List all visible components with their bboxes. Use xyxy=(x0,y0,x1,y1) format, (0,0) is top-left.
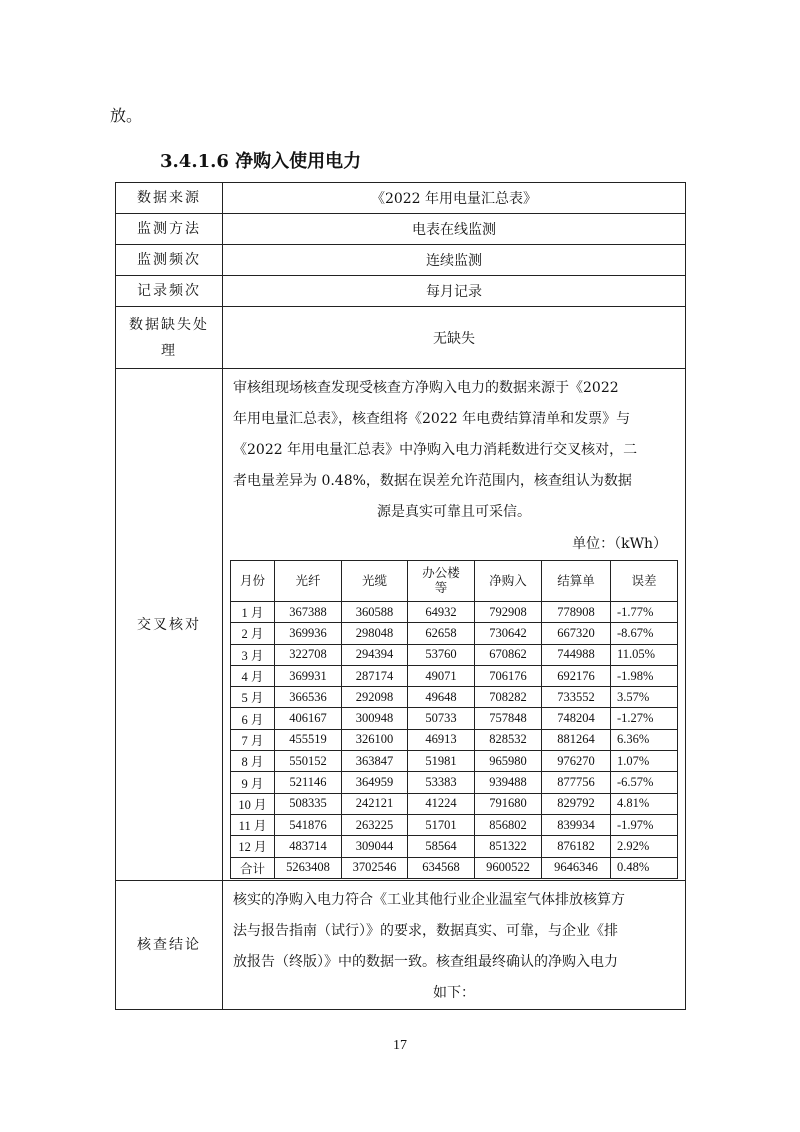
table-cell: 730642 xyxy=(475,623,542,644)
table-cell: -1.77% xyxy=(611,602,678,623)
table-cell: -1.27% xyxy=(611,708,678,729)
table-cell: 11.05% xyxy=(611,644,678,665)
column-header: 误差 xyxy=(611,561,678,602)
table-cell: 748204 xyxy=(542,708,611,729)
row-cross-check xyxy=(116,369,686,881)
cross-check-line: 源是真实可靠且可采信。 xyxy=(377,504,531,520)
table-cell: 829792 xyxy=(542,793,611,814)
table-cell: 6.36% xyxy=(611,729,678,750)
table-cell: 64932 xyxy=(408,602,475,623)
table-cell: 300948 xyxy=(342,708,408,729)
table-cell: 62658 xyxy=(408,623,475,644)
table-cell: 242121 xyxy=(342,793,408,814)
table-cell: 41224 xyxy=(408,793,475,814)
column-header: 光缆 xyxy=(342,561,408,602)
table-cell: 51701 xyxy=(408,814,475,835)
table-cell: 367388 xyxy=(275,602,342,623)
table-cell: 12 月 xyxy=(231,836,275,857)
conclusion-line: 核实的净购入电力符合《工业其他行业企业温室气体排放核算方 xyxy=(233,892,625,908)
table-row xyxy=(231,602,678,623)
cross-check-line: 年用电量汇总表》，核查组将《2022 年电费结算清单和发票》与 xyxy=(233,411,631,427)
table-row xyxy=(231,708,678,729)
value-data-source: 《2022 年用电量汇总表》 xyxy=(223,183,686,214)
table-row xyxy=(231,751,678,772)
table-cell: 51981 xyxy=(408,751,475,772)
label-monitor-method: 监测方法 xyxy=(116,214,223,245)
row-record-frequency xyxy=(116,276,686,307)
table-cell: 778908 xyxy=(542,602,611,623)
table-cell: 541876 xyxy=(275,814,342,835)
row-monitor-frequency xyxy=(116,245,686,276)
table-cell: 521146 xyxy=(275,772,342,793)
table-cell: 298048 xyxy=(342,623,408,644)
table-cell: 50733 xyxy=(408,708,475,729)
table-cell: 508335 xyxy=(275,793,342,814)
table-cell: 2.92% xyxy=(611,836,678,857)
table-cell: 2 月 xyxy=(231,623,275,644)
label-conclusion: 核查结论 xyxy=(116,881,223,1010)
column-header: 办公楼等 xyxy=(408,561,475,602)
label-missing-data xyxy=(116,307,223,369)
table-cell: 3.57% xyxy=(611,687,678,708)
table-cell: 877756 xyxy=(542,772,611,793)
conclusion-line: 法与报告指南（试行）》的要求，数据真实、可靠，与企业《排 xyxy=(233,923,618,939)
table-cell: 483714 xyxy=(275,836,342,857)
table-cell: 876182 xyxy=(542,836,611,857)
row-conclusion xyxy=(116,881,686,1010)
table-cell: 667320 xyxy=(542,623,611,644)
table-cell: 406167 xyxy=(275,708,342,729)
table-cell: 856802 xyxy=(475,814,542,835)
unit-label: 单位：（kWh） xyxy=(572,536,667,552)
table-cell: 828532 xyxy=(475,729,542,750)
table-cell: 5 月 xyxy=(231,687,275,708)
table-cell: 733552 xyxy=(542,687,611,708)
table-cell: 3 月 xyxy=(231,644,275,665)
table-cell: 976270 xyxy=(542,751,611,772)
table-cell: 939488 xyxy=(475,772,542,793)
cross-check-line: 审核组现场核查发现受核查方净购入电力的数据来源于《2022 xyxy=(233,380,619,396)
table-cell: 965980 xyxy=(475,751,542,772)
table-cell: -8.67% xyxy=(611,623,678,644)
table-cell: 0.48% xyxy=(611,857,678,878)
table-cell: -1.98% xyxy=(611,665,678,686)
table-cell: 791680 xyxy=(475,793,542,814)
table-cell: 369936 xyxy=(275,623,342,644)
table-cell: 792908 xyxy=(475,602,542,623)
table-cell: 6 月 xyxy=(231,708,275,729)
monthly-electricity-table xyxy=(230,560,678,879)
table-row xyxy=(231,857,678,878)
table-row xyxy=(231,623,678,644)
page-number: 17 xyxy=(393,1038,407,1053)
table-cell: 7 月 xyxy=(231,729,275,750)
label-missing-data-line1: 数据缺失处 xyxy=(129,316,209,333)
table-cell: 287174 xyxy=(342,665,408,686)
column-header: 光纤 xyxy=(275,561,342,602)
table-cell: 4 月 xyxy=(231,665,275,686)
column-header: 结算单 xyxy=(542,561,611,602)
table-cell: 322708 xyxy=(275,644,342,665)
table-cell: 744988 xyxy=(542,644,611,665)
label-missing-data-line2: 理 xyxy=(161,342,177,359)
table-row xyxy=(231,793,678,814)
table-cell: 9646346 xyxy=(542,857,611,878)
table-cell: 550152 xyxy=(275,751,342,772)
table-cell: 46913 xyxy=(408,729,475,750)
table-cell: 692176 xyxy=(542,665,611,686)
conclusion-paragraph xyxy=(223,881,685,1009)
table-cell: 670862 xyxy=(475,644,542,665)
table-cell: 263225 xyxy=(342,814,408,835)
table-cell: 8 月 xyxy=(231,751,275,772)
table-cell: 706176 xyxy=(475,665,542,686)
table-cell: 294394 xyxy=(342,644,408,665)
table-cell: 1.07% xyxy=(611,751,678,772)
table-cell: 366536 xyxy=(275,687,342,708)
table-cell: 10 月 xyxy=(231,793,275,814)
table-cell: 11 月 xyxy=(231,814,275,835)
table-cell: 49648 xyxy=(408,687,475,708)
table-cell: 326100 xyxy=(342,729,408,750)
table-row xyxy=(231,729,678,750)
table-cell: 292098 xyxy=(342,687,408,708)
table-cell: 634568 xyxy=(408,857,475,878)
table-cell: 708282 xyxy=(475,687,542,708)
table-cell: 5263408 xyxy=(275,857,342,878)
conclusion-line: 如下： xyxy=(433,985,475,1001)
cross-check-line: 者电量差异为 0.48%，数据在误差允许范围内，核查组认为数据 xyxy=(233,473,632,489)
monthly-table-body xyxy=(231,561,678,879)
table-cell: 455519 xyxy=(275,729,342,750)
verification-table xyxy=(115,182,686,1010)
value-monitor-frequency: 连续监测 xyxy=(223,245,686,276)
cross-check-paragraph xyxy=(223,369,685,528)
column-header: 净购入 xyxy=(475,561,542,602)
value-missing-data: 无缺失 xyxy=(223,307,686,369)
table-cell: 49071 xyxy=(408,665,475,686)
table-cell: 1 月 xyxy=(231,602,275,623)
table-cell: 360588 xyxy=(342,602,408,623)
row-missing-data xyxy=(116,307,686,369)
table-cell: -1.97% xyxy=(611,814,678,835)
table-cell: 58564 xyxy=(408,836,475,857)
table-cell: 309044 xyxy=(342,836,408,857)
table-row xyxy=(231,665,678,686)
table-row xyxy=(231,836,678,857)
label-record-frequency: 记录频次 xyxy=(116,276,223,307)
label-monitor-frequency: 监测频次 xyxy=(116,245,223,276)
row-monitor-method xyxy=(116,214,686,245)
value-record-frequency: 每月记录 xyxy=(223,276,686,307)
table-cell: 53383 xyxy=(408,772,475,793)
section-title: 3.4.1.6 净购入使用电力 xyxy=(160,151,362,172)
table-header-row xyxy=(231,561,678,602)
table-row xyxy=(231,814,678,835)
table-cell: 9 月 xyxy=(231,772,275,793)
conclusion-content xyxy=(223,881,686,1010)
conclusion-line: 放报告（终版）》中的数据一致。核查组最终确认的净购入电力 xyxy=(233,954,618,970)
value-monitor-method: 电表在线监测 xyxy=(223,214,686,245)
label-cross-check: 交叉核对 xyxy=(116,369,223,881)
table-cell: 851322 xyxy=(475,836,542,857)
cross-check-line: 《2022 年用电量汇总表》中净购入电力消耗数进行交叉核对，二 xyxy=(233,442,638,458)
table-cell: 881264 xyxy=(542,729,611,750)
table-cell: 4.81% xyxy=(611,793,678,814)
table-cell: 839934 xyxy=(542,814,611,835)
table-cell: 53760 xyxy=(408,644,475,665)
column-header: 月份 xyxy=(231,561,275,602)
table-cell: 369931 xyxy=(275,665,342,686)
table-row xyxy=(231,644,678,665)
table-row xyxy=(231,772,678,793)
table-cell: -6.57% xyxy=(611,772,678,793)
row-data-source xyxy=(116,183,686,214)
table-cell: 757848 xyxy=(475,708,542,729)
label-data-source: 数据来源 xyxy=(116,183,223,214)
table-cell: 363847 xyxy=(342,751,408,772)
continuation-text: 放。 xyxy=(110,106,143,125)
cross-check-content xyxy=(223,369,686,881)
table-cell: 3702546 xyxy=(342,857,408,878)
table-cell: 364959 xyxy=(342,772,408,793)
table-cell: 9600522 xyxy=(475,857,542,878)
table-cell: 合计 xyxy=(231,857,275,878)
table-row xyxy=(231,687,678,708)
